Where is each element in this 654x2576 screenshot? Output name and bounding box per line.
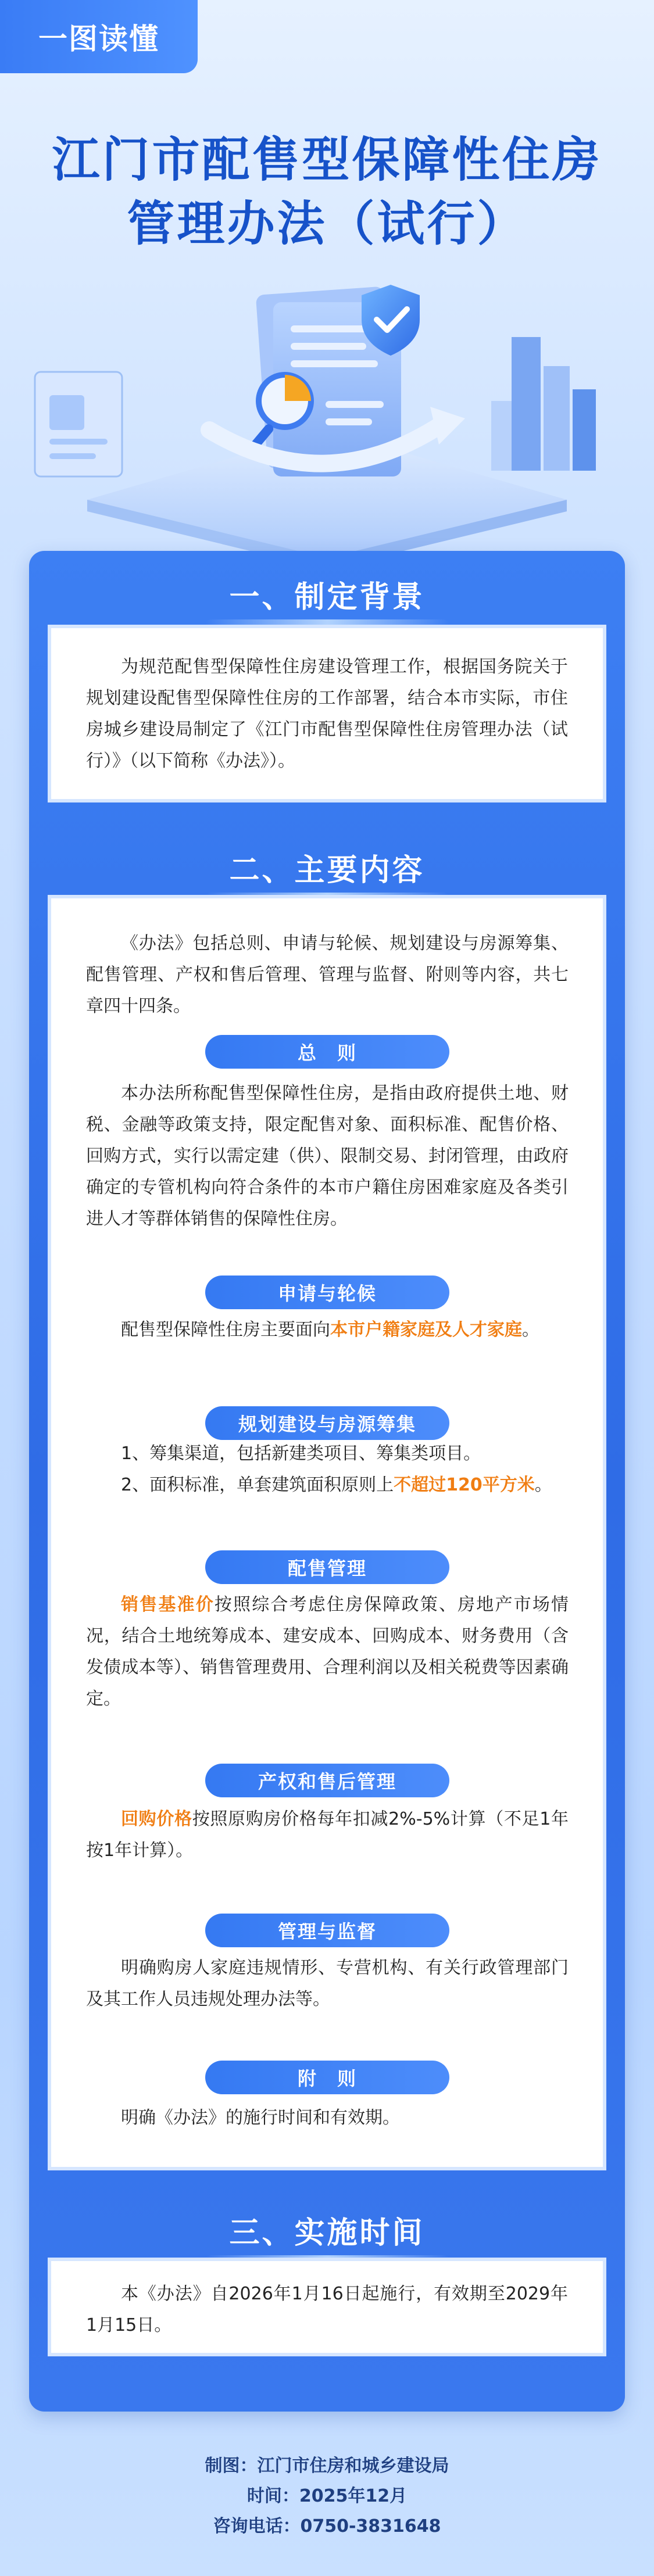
- pill-property: 产权和售后管理: [205, 1764, 449, 1797]
- apply-text: 配售型保障性住房主要面向本市户籍家庭及人才家庭。: [121, 1320, 539, 1340]
- content-intro: 《办法》包括总则、申请与轮候、规划建设与房源筹集、配售管理、产权和售后管理、管理与监督、附则等内容，共七章四十四条。: [86, 933, 569, 1016]
- pill-appendix: 附 则: [205, 2061, 449, 2094]
- implementation-card: [48, 2258, 606, 2356]
- pill-sales: 配售管理: [205, 1550, 449, 1584]
- plan-item-1: 1、筹集渠道，包括新建类项目、筹集类项目。: [121, 1443, 481, 1464]
- background-text: 为规范配售型保障性住房建设管理工作，根据国务院关于规划建设配售型保障性住房的工作部署，结合本市实际，市住房城乡建设局制定了《江门市配售型保障性住房管理办法（试行）》（以下简称《办法》）。: [86, 657, 568, 771]
- section-title-text: 一、制定背景: [229, 580, 425, 615]
- section-title-background: [0, 572, 654, 632]
- section-title-text: 三、实施时间: [229, 2216, 425, 2251]
- supervise-text: 明确购房人家庭违规情形、专营机构、有关行政管理部门及其工作人员违规处理办法等。: [86, 1958, 569, 2009]
- general-text: 本办法所称配售型保障性住房，是指由政府提供土地、财税、金融等政策支持，限定配售对象、面积标准、配售价格、回购方式，实行以需定建（供）、限制交易、封闭管理，由政府确定的专管机构向符合条件的本市户籍住房困难家庭及各类引进人才等群体销售的保障性住房。: [86, 1083, 569, 1229]
- right-buildings-icon: [491, 337, 596, 471]
- footer-time: 时间：2025年12月: [246, 2486, 408, 2506]
- property-highlight: 回购价格: [121, 1809, 192, 1829]
- page-title-line2: 管理办法（试行）: [127, 196, 527, 252]
- plan-highlight: 不超过120平方米: [394, 1475, 535, 1495]
- hero-illustration: [0, 256, 654, 558]
- footer-phone: 咨询电话：0750-3831648: [213, 2516, 441, 2536]
- left-house-icon: [35, 372, 122, 476]
- plan-item-2: 2、面积标准，单套建筑面积原则上不超过120平方米。: [121, 1475, 552, 1495]
- plan-text: [86, 1438, 569, 1501]
- apply-highlight: 本市户籍家庭及人才家庭: [330, 1320, 522, 1340]
- appendix-text: 明确《办法》的施行时间和有效期。: [121, 2108, 400, 2128]
- footer-maker: 制图：江门市住房和城乡建设局: [205, 2456, 449, 2476]
- pill-apply: 申请与轮候: [205, 1276, 449, 1309]
- property-text: 回购价格按照原购房价格每年扣减2%-5%计算（不足1年按1年计算）。: [86, 1809, 569, 1861]
- section-title-text: 二、主要内容: [229, 853, 425, 888]
- background-card: [48, 625, 606, 802]
- sales-highlight: 销售基准价: [121, 1595, 215, 1615]
- header-badge: 一图读懂: [0, 0, 198, 73]
- pill-supervise: 管理与监督: [205, 1914, 449, 1947]
- pill-general: 总 则: [205, 1035, 449, 1069]
- implementation-text: 本《办法》自2026年1月16日起施行，有效期至2029年1月15日。: [86, 2284, 568, 2335]
- sales-text: 销售基准价按照综合考虑住房保障政策、房地产市场情况，结合土地统筹成本、建安成本、回购成本、财务费用（含发债成本等）、销售管理费用、合理利润以及相关税费等因素确定。: [86, 1595, 569, 1709]
- page-title-line1: 江门市配售型保障性住房: [52, 132, 602, 188]
- pill-plan: 规划建设与房源筹集: [205, 1406, 449, 1440]
